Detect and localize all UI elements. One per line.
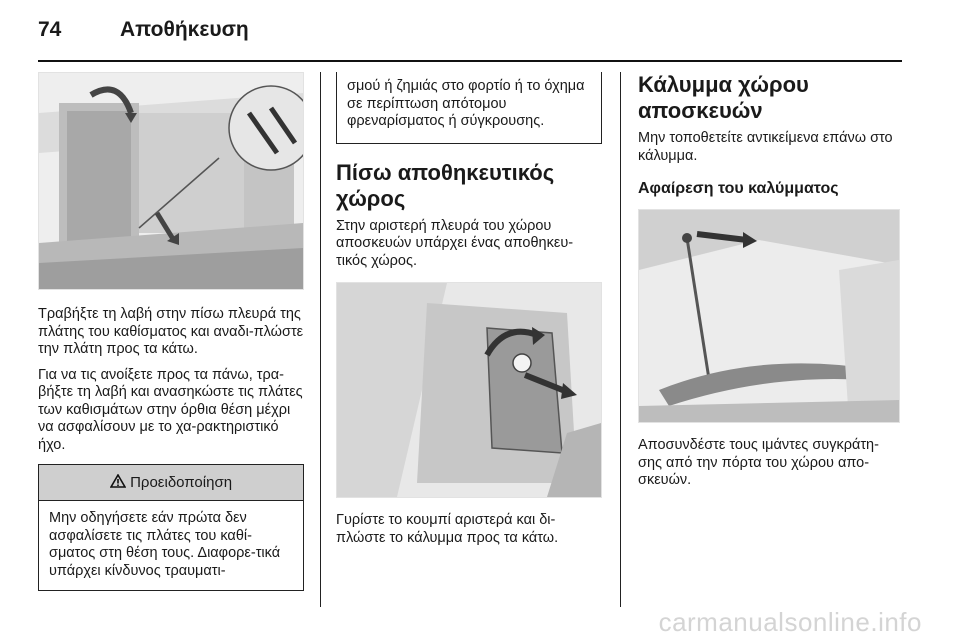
paragraph: Για να τις ανοίξετε προς τα πάνω, τρα-βήξτε τη λαβή και ανασηκώστε τις πλάτες των καθισμάτων στην όρθια θέση μέχρι να ασφαλίσουν με το χα-ρακτηριστικό ήχο.: [38, 366, 303, 453]
warning-text: σμού ή ζημιάς στο φορτίο ή το όχημα σε περίπτωση απότομου φρεναρίσματος ή σύγκρουσης.: [347, 78, 585, 129]
warning-text: Μην οδηγήσετε εάν πρώτα δεν ασφαλίσετε τις πλάτες του καθί-σματος στη θέση τους. Διαφορε-τικά υπάρχει κίνδυνος τραυματι-: [49, 510, 281, 579]
section-heading: Πίσω αποθηκευτικός χώρος: [336, 159, 555, 211]
paragraph: Γυρίστε το κουμπί αριστερά και δι-πλώστε το κάλυμμα προς τα κάτω.: [336, 512, 559, 546]
paragraph: Μην τοποθετείτε αντικείμενα επάνω στο κάλυμμα.: [638, 130, 893, 164]
storage-compartment-illustration: [336, 282, 602, 498]
column-divider-1: [320, 72, 321, 607]
warning-title: Προειδοποίηση: [130, 474, 233, 491]
header-rule: [38, 60, 902, 62]
subsection-heading: Αφαίρεση του καλύμματος: [638, 180, 839, 197]
seat-backrest-illustration: [38, 72, 304, 290]
page-number: 74: [38, 18, 62, 41]
warning-box: [38, 464, 304, 591]
paragraph: Αποσυνδέστε τους ιμάντες συγκράτη-σης από την πόρτα του χώρου απο-σκευών.: [638, 437, 879, 488]
column-1: [38, 72, 304, 591]
paragraph: Στην αριστερή πλευρά του χώρου αποσκευών υπάρχει ένας αποθηκευ-τικός χώρος.: [336, 217, 574, 269]
watermark: carmanualsonline.info: [658, 607, 922, 637]
column-3: [638, 72, 900, 498]
warning-header: [39, 465, 303, 501]
paragraph: Τραβήξτε τη λαβή στην πίσω πλευρά της πλάτης του καθίσματος και αναδι-πλώστε την πλάτη προς τα κάτω.: [38, 306, 304, 357]
column-divider-2: [620, 72, 621, 607]
column-2: [336, 72, 602, 555]
section-heading: Κάλυμμα χώρου αποσκευών: [638, 72, 809, 123]
page-title: Αποθήκευση: [120, 18, 249, 41]
warning-continuation: [336, 72, 602, 144]
luggage-cover-illustration: [638, 209, 900, 423]
warning-triangle-icon: [110, 474, 126, 488]
